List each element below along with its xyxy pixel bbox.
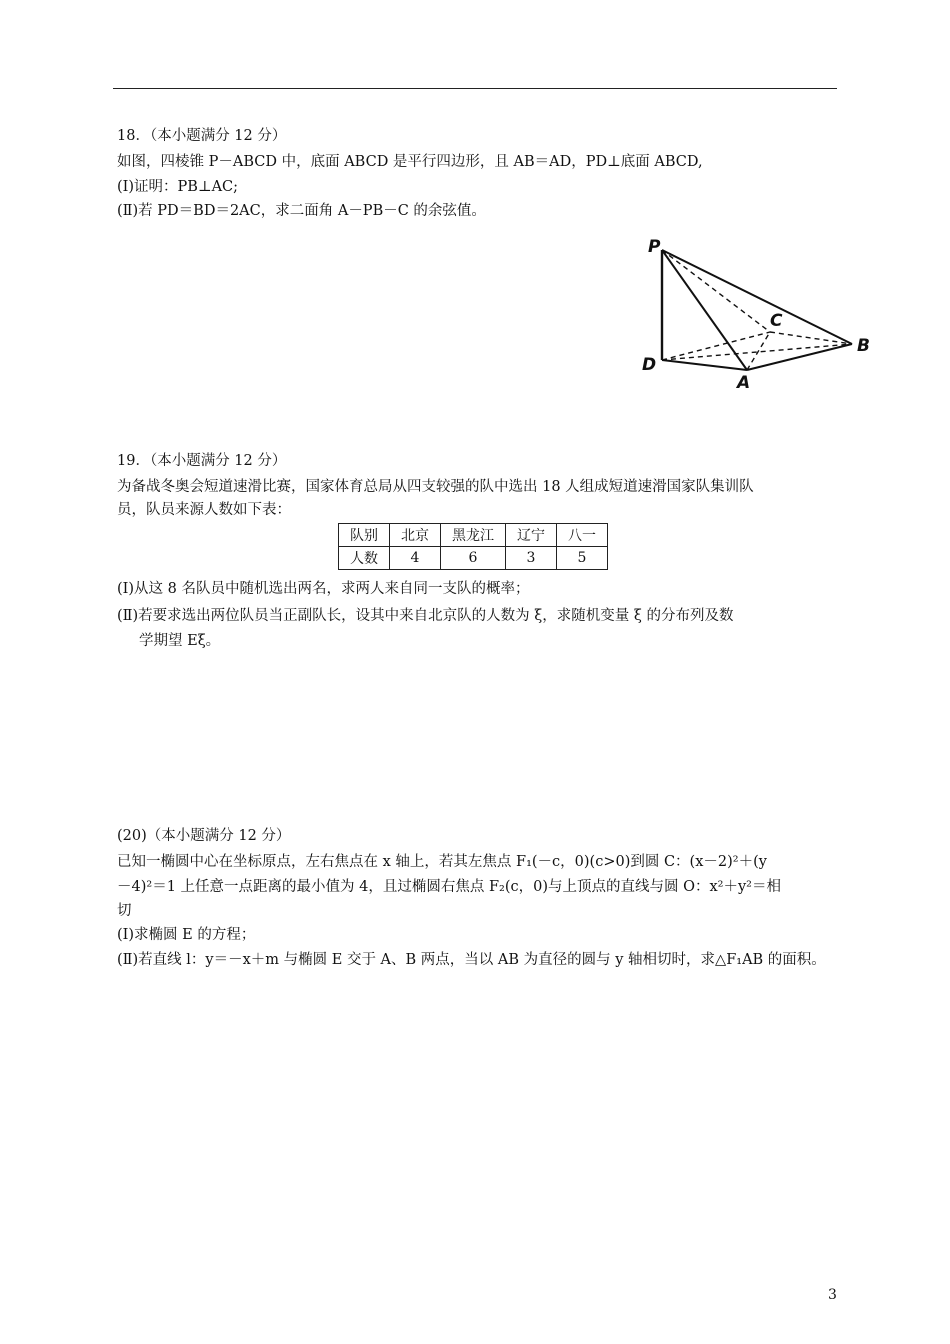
- label-p: P: [648, 237, 661, 257]
- q19-stem-line1: 为备战冬奥会短道速滑比赛，国家体育总局从四支较强的队中选出 18 人组成短道速滑国家队集训队: [117, 479, 754, 495]
- q19-stem-line2: 员，队员来源人数如下表：: [117, 502, 291, 518]
- page-number: 3: [828, 1287, 837, 1303]
- q19-part2-line1: (Ⅱ)若要求选出两位队员当正副队长，设其中来自北京队的人数为 ξ，求随机变量 ξ 的分布列及数: [117, 608, 734, 624]
- q18-part1: (Ⅰ)证明：PB⊥AC;: [117, 179, 239, 195]
- q19-part2-line2: 学期望 Eξ。: [139, 633, 221, 649]
- table-cell: 队别: [339, 524, 390, 547]
- edge-pa: [662, 250, 747, 370]
- q19-title: 19．（本小题满分 12 分）: [117, 453, 287, 469]
- pyramid-figure: [630, 228, 880, 398]
- q18-stem: 如图，四棱锥 P－ABCD 中，底面 ABCD 是平行四边形，且 AB＝AD，PD⊥底面 ABCD,: [117, 154, 703, 170]
- q20-part1: (Ⅰ)求椭圆 E 的方程；: [117, 927, 256, 943]
- header-rule: [113, 88, 837, 89]
- q18-title: 18．（本小题满分 12 分）: [117, 128, 287, 144]
- table-row: [339, 547, 608, 570]
- q20-stem-line1: 已知一椭圆中心在坐标原点，左右焦点在 x 轴上，若其左焦点 F₁(－c，0)(c>0)到圆 C：(x－2)²＋(y: [117, 854, 767, 870]
- table-header-row: [339, 524, 608, 547]
- edge-da: [662, 360, 747, 370]
- table-cell: 4: [390, 547, 441, 570]
- table-cell: 北京: [390, 524, 441, 547]
- label-c: C: [770, 311, 783, 331]
- table-cell: 人数: [339, 547, 390, 570]
- label-d: D: [642, 355, 657, 375]
- table-cell: 黑龙江: [441, 524, 506, 547]
- q20-stem-line2: －4)²＝1 上任意一点距离的最小值为 4，且过椭圆右焦点 F₂(c，0)与上顶点的直线与圆 O：x²＋y²＝相: [117, 879, 781, 895]
- q18-part2: (Ⅱ)若 PD＝BD＝2AC，求二面角 A－PB－C 的余弦值。: [117, 203, 486, 219]
- table-cell: 3: [506, 547, 557, 570]
- q20-title: (20)（本小题满分 12 分）: [117, 828, 291, 844]
- label-a: A: [737, 373, 751, 393]
- table-cell: 八一: [557, 524, 608, 547]
- edge-pb: [662, 250, 852, 344]
- table-cell: 辽宁: [506, 524, 557, 547]
- edge-pc: [662, 250, 770, 332]
- q19-part1: (Ⅰ)从这 8 名队员中随机选出两名，求两人来自同一支队的概率；: [117, 581, 530, 597]
- q20-part2: (Ⅱ)若直线 l：y＝－x＋m 与椭圆 E 交于 A、B 两点，当以 AB 为直径的圆与 y 轴相切时，求△F₁AB 的面积。: [117, 952, 826, 968]
- q20-stem-line3: 切: [117, 903, 132, 919]
- table-cell: 5: [557, 547, 608, 570]
- label-b: B: [857, 336, 870, 356]
- team-table: [338, 523, 608, 570]
- table-cell: 6: [441, 547, 506, 570]
